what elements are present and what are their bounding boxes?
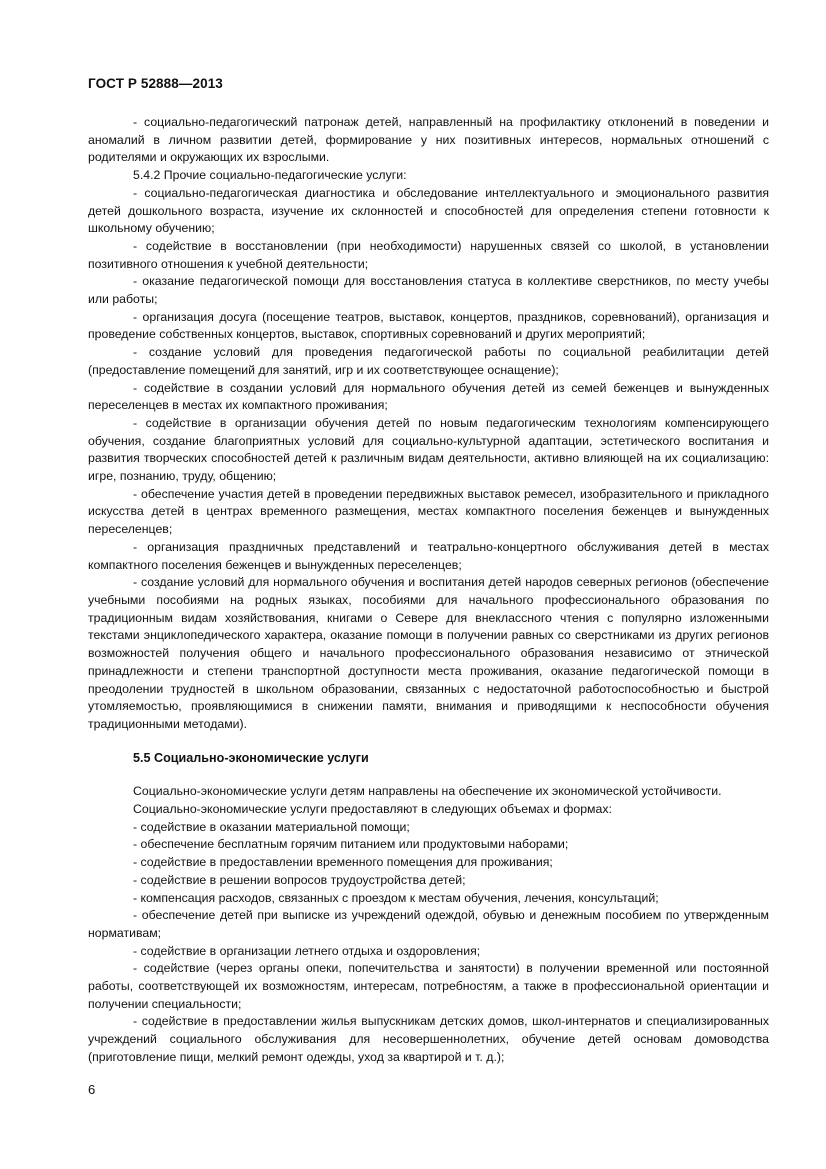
section-heading-5-5: 5.5 Социально-экономические услуги — [133, 750, 369, 765]
list-item: - организация праздничных представлений и театрально-концертного обслуживания детей в местах компактного поселения беженцев и вынужденных переселенцев; — [88, 539, 769, 572]
list-item: - организация досуга (посещение театров, выставок, концертов, праздников, соревнований), организация и проведение собственных концертов, выставок, спортивных соревнований и других мероприятий; — [88, 309, 769, 342]
list-item: - содействие в организации обучения детей по новым педагогическим технологиям компенсирующего обучения, создание благоприятных условий для социально-культурной адаптации, эстетического воспитания и развития творческих способностей детей к различным видам деятельности, активно влияющей на их социализацию: игре, познанию, труду, общению; — [88, 415, 769, 484]
list-item: - обеспечение бесплатным горячим питанием или продуктовыми наборами; — [133, 837, 569, 852]
list-item: - обеспечение детей при выписке из учреждений одеждой, обувью и денежным пособием по утвержденным нормативам; — [88, 908, 769, 940]
paragraph-patronage: - социально-педагогический патронаж детей, направленный на профилактику отклонений в поведении и аномалий в личном развитии детей, формирование у них позитивных интересов, нормальных отношений с родителями и окружающих их взрослыми. — [88, 115, 769, 165]
list-item: - оказание педагогической помощи для восстановления статуса в коллективе сверстников, по месту учебы или работы; — [88, 274, 769, 307]
list-item: - создание условий для проведения педагогической работы по социальной реабилитации детей (предоставление помещений для занятий, игр и их соответствующее оснащение); — [88, 345, 769, 377]
list-item: - содействие в восстановлении (при необходимости) нарушенных связей со школой, в установлении позитивного отношения к учебной деятельности; — [88, 238, 769, 271]
list-item: - содействие (через органы опеки, попечительства и занятости) в получении временной или постоянной работы, соответствующей их возможностям, интересам, потребностям, а также в профессиональной ориентации и получении специальности; — [88, 961, 769, 1011]
list-item: - содействие в организации летнего отдыха и оздоровления; — [133, 943, 481, 958]
document-body — [88, 114, 769, 1067]
section-intro: Социально-экономические услуги детям направлены на обеспечение их экономической устойчивости. — [133, 784, 722, 799]
list-item: - содействие в оказании материальной помощи; — [133, 819, 410, 834]
page-number: 6 — [88, 1082, 96, 1097]
document-header: ГОСТ Р 52888—2013 — [88, 76, 223, 91]
list-item: - содействие в решении вопросов трудоустройства детей; — [133, 872, 466, 887]
list-item: - компенсация расходов, связанных с проездом к местам обучения, лечения, консультаций; — [133, 890, 659, 905]
list-item: - содействие в предоставлении жилья выпускникам детских домов, школ-интернатов и специализированных учреждений социального обслуживания для несовершеннолетних, обучение детей основам домоводства (приготовление пищи, мелкий ремонт одежды, уход за квартирой и т. д.); — [88, 1014, 769, 1064]
list-item: - обеспечение участия детей в проведении передвижных выставок ремесел, изобразительного и прикладного искусства детей в центрах временного размещения, местах компактного поселения беженцев и вынужденных переселенцев; — [88, 486, 769, 537]
list-item: - создание условий для нормального обучения и воспитания детей народов северных регионов (обеспечение учебными пособиями на родных языках, пособиями для начального профессионального образования по традиционным видам хозяйствования, книгами о Севере для внеклассного чтения с популярно изложенными текстами энциклопедического характера, оказание помощи в получении равных со сверстниками из других регионов возможностей получения общего и начального профессионального образования независимо от этнической принадлежности и степени транспортной доступности места проживания, оказание педагогической помощи в преодолении трудностей в школьном образовании, связанных с недостаточной работоспособностью и быстрой утомляемостью, проявляющимися в снижении памяти, внимания и приводящими к неспособности обучения традиционными методами). — [88, 575, 769, 731]
list-item: - содействие в предоставлении временного помещения для проживания; — [133, 855, 553, 870]
list-item: - социально-педагогическая диагностика и обследование интеллектуального и эмоционального развития детей дошкольного возраста, изучение их склонностей и способностей для определения степени готовности к школьному обучению; — [88, 185, 769, 236]
subsection-title-5-4-2: 5.4.2 Прочие социально-педагогические услуги: — [133, 168, 407, 183]
section-lead: Социально-экономические услуги предоставляют в следующих объемах и формах: — [133, 802, 612, 817]
list-item: - содействие в создании условий для нормального обучения детей из семей беженцев и вынужденных переселенцев в местах их компактного проживания; — [88, 380, 769, 413]
